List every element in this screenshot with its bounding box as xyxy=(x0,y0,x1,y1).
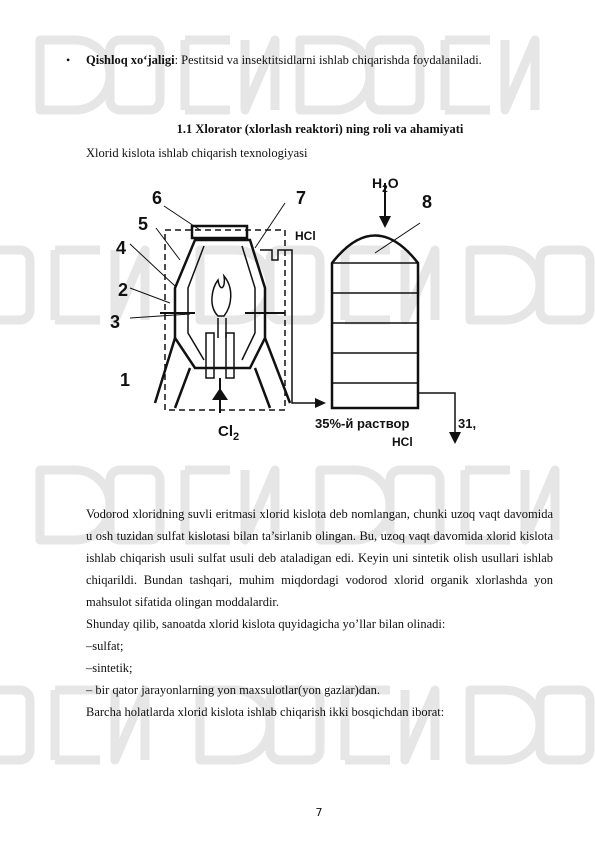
label-1: 1 xyxy=(120,370,131,390)
cl2-inlet-arrow xyxy=(212,388,228,400)
absorption-column xyxy=(332,236,418,409)
hcl-production-diagram xyxy=(100,168,500,453)
section-heading: 1.1 Xlorator (xlorlash reaktori) ning roli va ahamiyati xyxy=(176,122,464,136)
burner-pipe-left xyxy=(206,333,214,378)
label-5: 5 xyxy=(138,214,149,234)
label-h2o: $H_2O$ xyxy=(372,175,399,195)
reactor-dashed-housing xyxy=(165,230,285,410)
water-inlet-arrow xyxy=(379,216,391,228)
bullet-dot-icon: • xyxy=(66,53,71,67)
product-outlet-arrow xyxy=(449,432,461,444)
list-item-sulfat: –sulfat; xyxy=(86,639,124,653)
bullet-text xyxy=(86,52,482,68)
label-hcl-top: HCl xyxy=(295,229,316,243)
label-7: 7 xyxy=(296,188,307,208)
page-number: 7 xyxy=(315,806,323,819)
label-solution: 35%-й раствор xyxy=(315,416,410,431)
label-cl2: $Cl_2$ xyxy=(218,423,240,443)
paragraph-2: Shunday qilib, sanoatda xlorid kislota quyidagicha yo’llar bilan olinadi: xyxy=(86,617,446,631)
label-8: 8 xyxy=(422,192,433,212)
label-2: 2 xyxy=(118,280,129,300)
label-31: 31, xyxy=(458,416,477,431)
list-item-byproduct: – bir qator jarayonlarning yon maxsulotlar(yon gazlar)dan. xyxy=(86,683,381,697)
hcl-pipe xyxy=(260,250,315,403)
label-3: 3 xyxy=(110,312,121,332)
paragraph-1: Vodorod xloridning suvli eritmasi xlorid kislota deb nomlangan, chunki uzoq vaqt davomida u osh tuzidan sulfat kislotasi bilan ta’sirlanib olingan. Bu, uzoq vaqt davomida xlorid kislota ishlab chiqarish usuli sulfat usuli deb ataladigan edi. Keyin uni sintetik olish usullari ishlab chiqarildi. Bundan tashqari, muhim miqdordagi vodorod xlorid organik xlorlashda yon mahsulot sifatida olingan moddalardir. xyxy=(86,507,553,609)
bullet-description: : Pestitsid va insektitsidlarni ishlab chiqarishda foydalaniladi. xyxy=(174,53,482,67)
section-subheading: Xlorid kislota ishlab chiqarish texnologiyasi xyxy=(86,146,308,160)
reactor-inner-wall xyxy=(188,246,255,360)
label-hcl-bottom: HCl xyxy=(392,435,413,449)
burner-pipe-right xyxy=(226,333,234,378)
bullet-bold-term: Qishloq xo‘jaligi xyxy=(86,53,175,67)
label-4: 4 xyxy=(116,238,127,258)
paragraph-last: Barcha holatlarda xlorid kislota ishlab chiqarish ikki bosqichdan iborat: xyxy=(86,705,445,719)
label-6: 6 xyxy=(152,188,163,208)
list-item-sintetik: –sintetik; xyxy=(86,661,133,675)
body-text xyxy=(86,503,553,723)
hcl-column-inlet-arrow xyxy=(315,398,326,408)
reactor-flame xyxy=(212,276,231,316)
reactor-top-plate xyxy=(192,226,247,238)
